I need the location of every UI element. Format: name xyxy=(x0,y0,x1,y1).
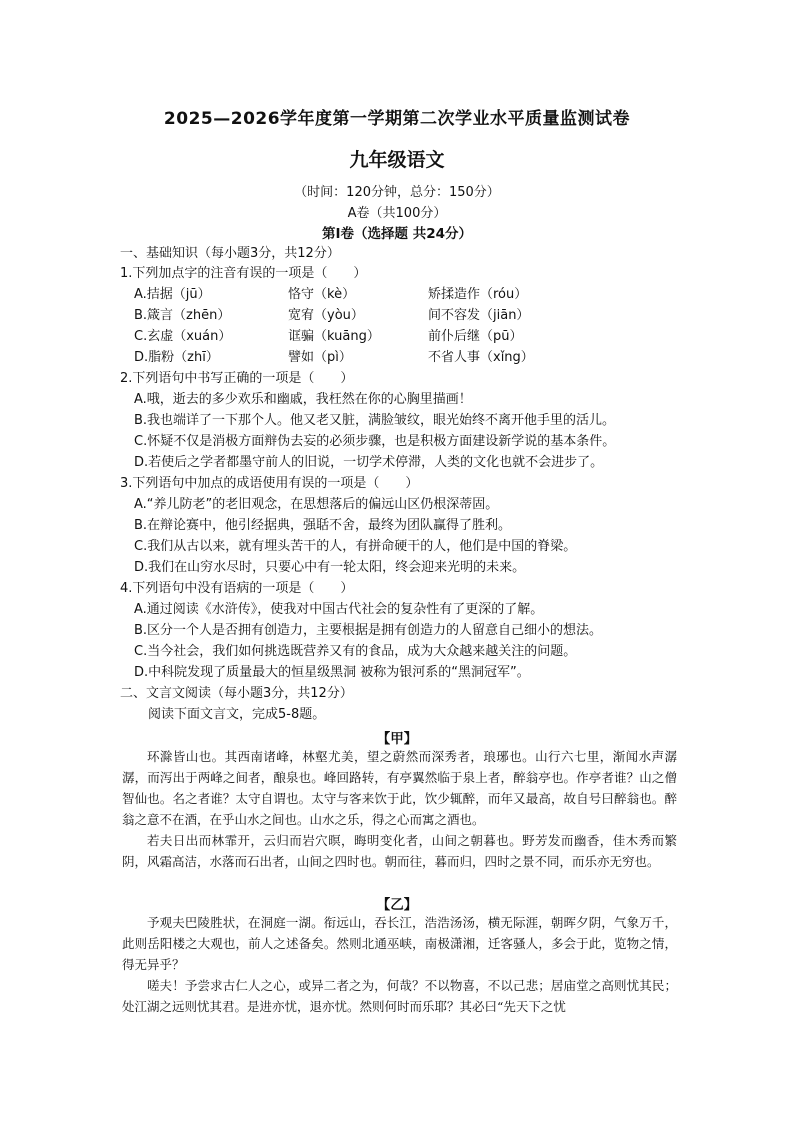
jia-paragraph-2: 若夫日出而林霏开，云归而岩穴暝，晦明变化者，山间之朝暮也。野芳发而幽香，佳木秀而繁阴，风霜高洁，水落而石出者，山间之四时也。朝而往，暮而归，四时之景不同，而乐亦无穷也。 xyxy=(122,833,677,869)
q1-d-2: 譬如（pì） xyxy=(288,350,352,365)
q3-option-d: D.我们在山穷水尽时，只要心中有一轮太阳，终会迎来光明的未来。 xyxy=(134,560,526,575)
section2-instruction: 阅读下面文言文，完成5-8题。 xyxy=(148,707,326,722)
q1-c-3: 前仆后继（pū） xyxy=(428,329,523,344)
yi-paragraph-2: 嗟夫！予尝求古仁人之心，或异二者之为，何哉？不以物喜，不以己悲；居庙堂之高则忧其民；处江湖之远则忧其君。是进亦忧，退亦忧。然则何时而乐耶？其必曰“先天下之忧 xyxy=(122,978,677,1014)
exam-subtitle: 九年级语文 xyxy=(349,149,445,171)
passage-jia-mark: 【甲】 xyxy=(376,731,418,747)
exam-title: 2025—2026学年度第一学期第二次学业水平质量监测试卷 xyxy=(163,109,631,129)
q2-option-b: B.我也端详了一下那个人。他又老又脏，满脸皱纹，眼光始终不离开他手里的活儿。 xyxy=(134,413,616,428)
q1-d-1: D.脂粉（zhī） xyxy=(134,350,219,365)
q3-option-a: A.“养儿防老”的老旧观念，在思想落后的偏远山区仍根深蒂固。 xyxy=(134,497,499,512)
volume-label: A卷（共100分） xyxy=(347,206,447,221)
q1-stem: 1.下列加点字的注音有误的一项是（ ） xyxy=(120,266,367,281)
passage-jia xyxy=(122,746,677,872)
q2-option-d: D.若使后之学者都墨守前人的旧说，一切学术停滞，人类的文化也就不会进步了。 xyxy=(134,455,604,470)
passage-yi xyxy=(122,912,677,1017)
q1-b-1: B.箴言（zhēn） xyxy=(134,308,231,323)
q4-option-c: C.当今社会，我们如何挑选既营养又有的食品，成为大众越来越关注的问题。 xyxy=(134,644,577,659)
time-info: （时间：120分钟，总分：150分） xyxy=(294,185,500,200)
jia-paragraph-1: 环滁皆山也。其西南诸峰，林壑尤美，望之蔚然而深秀者，琅琊也。山行六七里，渐闻水声潺潺，而泻出于两峰之间者，酿泉也。峰回路转，有亭翼然临于泉上者，醉翁亭也。作亭者谁？山之僧智仙也。名之者谁？太守自谓也。太守与客来饮于此，饮少辄醉，而年又最高，故自号曰醉翁也。醉翁之意不在酒，在乎山水之间也。山水之乐，得之心而寓之酒也。 xyxy=(122,749,677,827)
q1-a-2: 恪守（kè） xyxy=(288,287,356,302)
q4-stem: 4.下列语句中没有语病的一项是（ ） xyxy=(120,581,354,596)
q4-option-d: D.中科院发现了质量最大的恒星级黑洞 被称为银河系的“黑洞冠军”。 xyxy=(134,665,530,680)
q1-a-1: A.拮据（jū） xyxy=(134,287,211,302)
section2-heading: 二、文言文阅读（每小题3分，共12分） xyxy=(120,686,353,701)
q1-a-3: 矫揉造作（róu） xyxy=(428,287,528,302)
q2-option-c: C.怀疑不仅是消极方面辩伪去妄的必须步骤，也是积极方面建设新学说的基本条件。 xyxy=(134,434,616,449)
q3-option-c: C.我们从古以来，就有埋头苦干的人，有拼命硬干的人，他们是中国的脊梁。 xyxy=(134,539,577,554)
q3-option-b: B.在辩论赛中，他引经据典，强聒不舍，最终为团队赢得了胜利。 xyxy=(134,518,512,533)
q4-option-a: A.通过阅读《水浒传》，使我对中国古代社会的复杂性有了更深的了解。 xyxy=(134,602,544,617)
part-label: 第Ⅰ卷（选择题 共24分） xyxy=(321,226,472,242)
q3-stem: 3.下列语句中加点的成语使用有误的一项是（ ） xyxy=(120,476,419,491)
q2-option-a: A.哦，逝去的多少欢乐和幽戚，我枉然在你的心胸里描画！ xyxy=(134,392,472,407)
q1-d-3: 不省人事（xǐng） xyxy=(428,350,534,365)
q4-option-b: B.区分一个人是否拥有创造力，主要根据是拥有创造力的人留意自己细小的想法。 xyxy=(134,623,603,638)
section1-heading: 一、基础知识（每小题3分，共12分） xyxy=(120,246,340,261)
q2-stem: 2.下列语句中书写正确的一项是（ ） xyxy=(120,371,354,386)
yi-paragraph-1: 予观夫巴陵胜状，在洞庭一湖。衔远山，吞长江，浩浩汤汤，横无际涯，朝晖夕阴，气象万千，此则岳阳楼之大观也，前人之述备矣。然则北通巫峡，南极潇湘，迁客骚人，多会于此，览物之情，得无异乎？ xyxy=(122,915,677,972)
q1-b-3: 间不容发（jiān） xyxy=(428,308,530,323)
q1-b-2: 宽宥（yòu） xyxy=(288,308,364,323)
passage-yi-mark: 【乙】 xyxy=(376,897,418,913)
q1-c-1: C.玄虚（xuán） xyxy=(134,329,232,344)
q1-c-2: 诓骗（kuāng） xyxy=(288,329,380,344)
